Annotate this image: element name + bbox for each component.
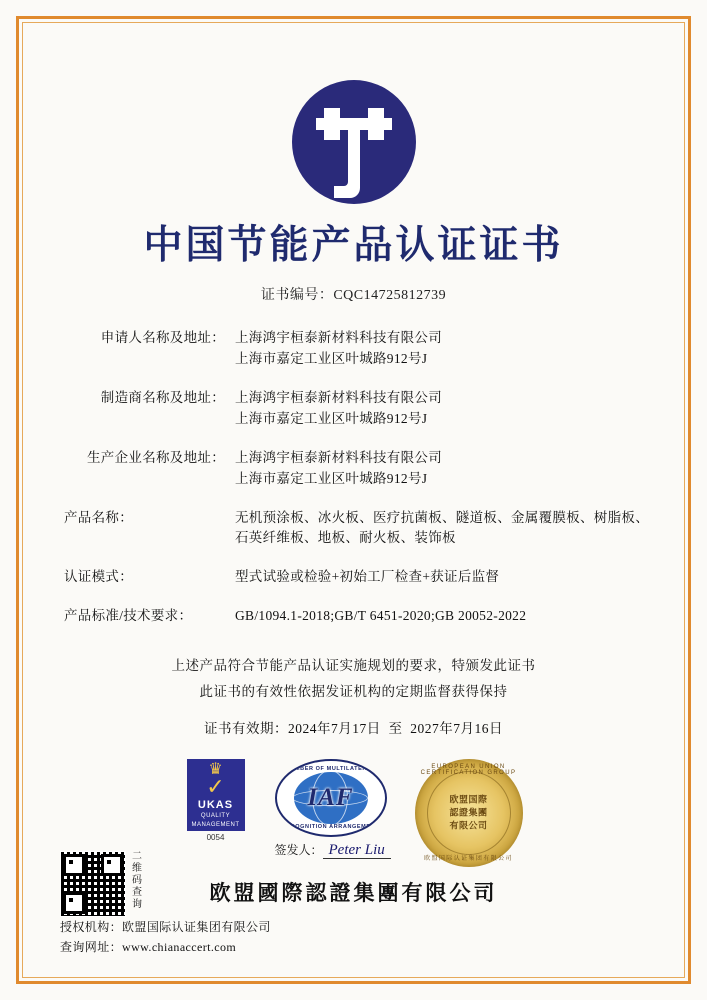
energy-saving-logo-icon xyxy=(290,78,418,206)
field-label: 申请人名称及地址： xyxy=(100,330,225,345)
statement-block xyxy=(30,653,677,704)
gold-seal-line-2: 認證集團 xyxy=(449,806,488,817)
gold-seal-line-3: 有限公司 xyxy=(449,820,488,831)
ukas-badge xyxy=(187,759,245,831)
crown-icon: ♛ xyxy=(208,760,223,778)
field-row-production-enterprise xyxy=(60,448,657,490)
field-value-line: 上海市嘉定工业区叶城路912号J xyxy=(235,470,428,486)
field-value xyxy=(235,388,657,430)
field-value-line: 上海鸿宇桓泰新材料科技有限公司 xyxy=(235,389,442,405)
validity-start: 2024年7月17日 xyxy=(288,720,381,736)
iaf-text: IAF xyxy=(307,783,354,811)
field-value xyxy=(235,328,657,370)
validity-row xyxy=(30,717,677,737)
field-row-product-name xyxy=(60,508,657,550)
statement-line-1: 上述产品符合节能产品认证实施规划的要求，特颁发此证书 xyxy=(171,658,536,674)
certificate-number-value: CQC14725812739 xyxy=(333,288,447,303)
field-label: 生产企业名称及地址： xyxy=(87,449,225,465)
field-value xyxy=(235,448,657,490)
signature-name: Peter Liu xyxy=(323,842,391,859)
qr-finder-top-left xyxy=(63,854,85,876)
certificate-content xyxy=(30,30,677,970)
gold-seal-arc-bottom: 欧盟国际认证集团有限公司 xyxy=(424,855,513,862)
field-value xyxy=(235,567,657,588)
iaf-badge xyxy=(275,759,387,837)
ukas-sub-line-1: QUALITY xyxy=(200,812,231,819)
gold-seal-inner-text xyxy=(433,793,505,832)
field-value-line: 型式试验或检验+初始工厂检查+获证后监督 xyxy=(235,569,500,585)
authority-label: 授权机构： xyxy=(60,919,123,934)
authority-value: 欧盟国际认证集团有限公司 xyxy=(122,919,271,934)
ukas-seal xyxy=(185,759,247,842)
field-value-line: 无机预涂板、冰火板、医疗抗菌板、隧道板、金属覆膜板、树脂板、 xyxy=(235,509,649,525)
gold-seal xyxy=(415,759,523,867)
field-value-line: 上海市嘉定工业区叶城路912号J xyxy=(235,350,428,366)
field-row-product-standard xyxy=(60,606,657,627)
statement-line-2: 此证书的有效性依据发证机构的定期监督获得保持 xyxy=(199,683,508,699)
qr-finder-top-right xyxy=(101,854,123,876)
authority-row xyxy=(60,917,677,937)
website-label: 查询网址： xyxy=(60,939,123,954)
qr-code-icon[interactable] xyxy=(60,851,126,917)
field-row-applicant xyxy=(60,328,657,370)
field-row-manufacturer xyxy=(60,388,657,430)
ukas-number: 0054 xyxy=(206,832,225,842)
website-value[interactable]: www.chianaccert.com xyxy=(122,939,237,954)
logo-container xyxy=(30,78,677,206)
page-title: 中国节能产品认证证书 xyxy=(143,224,564,267)
qr-finder-bottom-left xyxy=(63,892,85,914)
field-value-line: 上海市嘉定工业区叶城路912号J xyxy=(235,410,428,426)
field-label: 制造商名称及地址： xyxy=(100,389,225,405)
field-value xyxy=(235,606,657,627)
gold-seal-arc-top: EUROPEAN UNION CERTIFICATION GROUP xyxy=(420,763,517,776)
validity-separator: 至 xyxy=(388,720,403,736)
company-name: 欧盟國際認證集團有限公司 xyxy=(209,880,498,905)
signature-label: 签发人： xyxy=(274,842,323,857)
field-value-line: GB/1094.1-2018;GB/T 6451-2020;GB 20052-2022 xyxy=(235,608,527,624)
website-row xyxy=(60,937,677,957)
footer-lines xyxy=(60,917,677,958)
field-value-line: 上海鸿宇桓泰新材料科技有限公司 xyxy=(235,449,442,465)
field-label: 产品标准/技术要求： xyxy=(64,608,193,624)
iaf-seal xyxy=(275,759,387,859)
ukas-name: UKAS xyxy=(197,798,234,811)
iaf-bottom-arc-text: RECOGNITION ARRANGEMENT xyxy=(281,823,380,830)
field-list xyxy=(30,328,677,627)
field-value xyxy=(235,508,657,550)
field-label: 认证模式： xyxy=(64,569,133,585)
iaf-top-arc-text: MEMBER OF MULTILATERAL xyxy=(285,765,376,772)
validity-label: 证书有效期： xyxy=(204,720,288,736)
field-value-line: 石英纤维板、地板、耐火板、装饰板 xyxy=(235,530,456,546)
check-icon: ✓ xyxy=(206,773,225,799)
validity-end: 2027年7月16日 xyxy=(410,720,503,736)
field-row-certification-mode xyxy=(60,567,657,588)
ukas-sub-line-2: MANAGEMENT xyxy=(191,822,240,828)
certificate-number-label: 证书编号： xyxy=(260,288,334,303)
gold-seal-line-1: 欧盟国際 xyxy=(449,793,488,804)
qr-label: 二维码查询 xyxy=(132,850,143,910)
field-value-line: 上海鸿宇桓泰新材料科技有限公司 xyxy=(235,330,442,345)
certificate-number xyxy=(30,284,677,304)
field-label: 产品名称： xyxy=(64,509,133,525)
qr-area xyxy=(60,851,144,917)
signature-row xyxy=(275,841,387,859)
